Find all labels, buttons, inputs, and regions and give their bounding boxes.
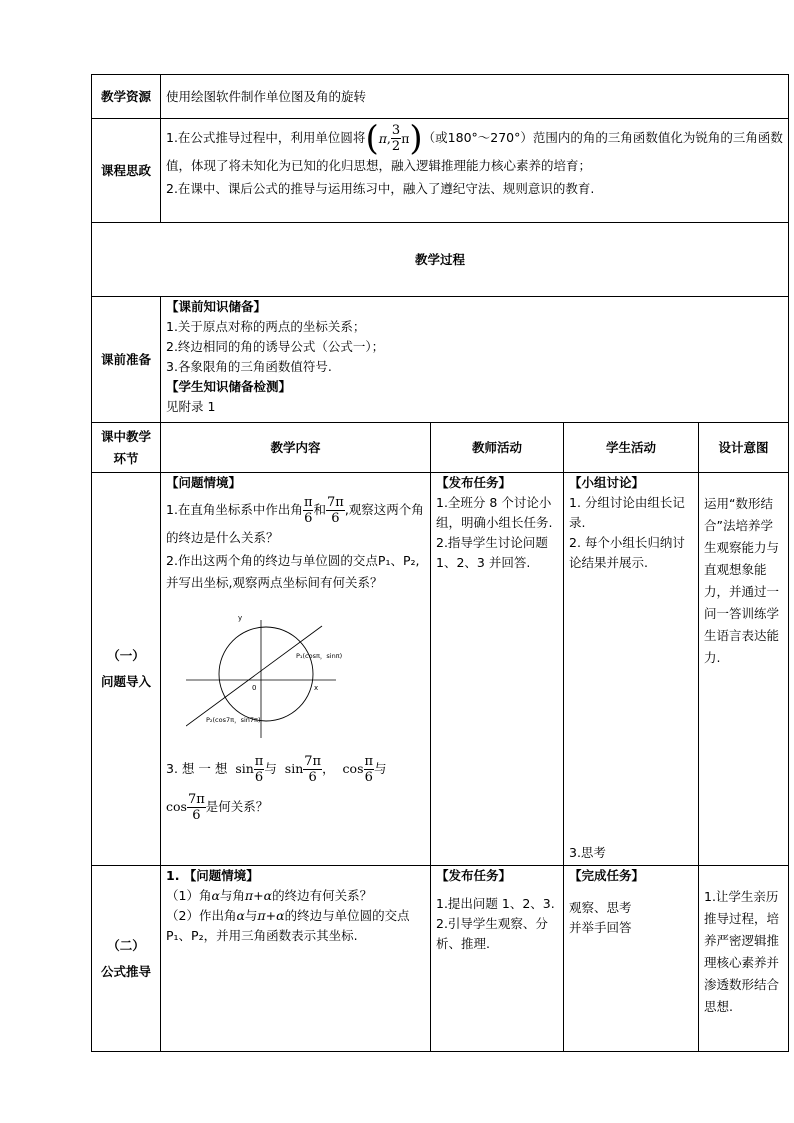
- fraction-three-halves: $\frac{3}{2}$: [391, 123, 401, 154]
- stage2-q2: （2）作出角α与π+α的终边与单位圆的交点 P₁、P₂，并用三角函数表示其坐标.: [166, 908, 410, 943]
- paren-right: ): [409, 118, 423, 159]
- p2-label: P₂(cos7π，sin7π): [206, 716, 261, 724]
- col-content: 教学内容: [161, 423, 431, 473]
- stage1-content-heading: 【问题情境】: [166, 475, 242, 490]
- x-label: x: [314, 684, 319, 692]
- resources-label: 教学资源: [92, 75, 161, 119]
- stage1-row: [92, 473, 789, 866]
- origin-label: 0: [252, 684, 257, 692]
- preclass-appendix: 见附录 1: [166, 399, 216, 414]
- col-design: 设计意图: [699, 423, 789, 473]
- stage2-teacher-heading: 【发布任务】: [436, 868, 512, 883]
- stage1-student-1: 1. 分组讨论由组长记录.: [569, 495, 685, 530]
- stage1-student-3: 3.思考: [569, 845, 606, 860]
- preclass-item-3: 3.各象限角的三角函数值符号.: [166, 359, 332, 374]
- process-title-row: [92, 223, 789, 297]
- stage1-label: （一） 问题导入: [92, 473, 161, 866]
- preclass-item-1: 1.关于原点对称的两点的坐标关系；: [166, 319, 366, 334]
- ideology-p2: 2.在课中、课后公式的推导与运用练习中，融入了遵纪守法、规则意识的教育.: [166, 181, 595, 196]
- process-title: 教学过程: [92, 223, 789, 297]
- stage1-student-2: 2. 每个小组长归纳讨论结果并展示.: [569, 535, 685, 570]
- stage2-teacher: [431, 866, 564, 1052]
- stage2-student-heading: 【完成任务】: [569, 868, 645, 883]
- fraction-pi-6: $\frac{\pi}{6}$: [303, 495, 313, 526]
- stage1-teacher-1: 1.全班分 8 个讨论小组，明确小组长任务.: [436, 495, 553, 530]
- col-teacher: 教师活动: [431, 423, 564, 473]
- stage1-teacher: [431, 473, 564, 866]
- y-label: y: [238, 614, 243, 622]
- column-header-row: [92, 423, 789, 473]
- stage1-teacher-2: 2.指导学生讨论问题 1、2、3 并回答.: [436, 535, 548, 570]
- preclass-check-heading: 【学生知识储备检测】: [166, 379, 292, 394]
- stage2-content: [161, 866, 431, 1052]
- stage2-q1: （1）角α与角π+α的终边有何关系？: [166, 888, 373, 903]
- stage2-teacher-1: 1.提出问题 1、2、3.: [436, 896, 555, 911]
- ideology-row: [92, 119, 789, 223]
- col-student: 学生活动: [564, 423, 699, 473]
- unit-circle: [219, 627, 313, 721]
- ideology-text: [161, 119, 789, 223]
- stage2-student-2: 并举手回答: [569, 920, 632, 935]
- stage2-student-1: 观察、思考: [569, 900, 632, 915]
- stage2-content-heading: 1. 【问题情境】: [166, 868, 259, 883]
- stage2-label: （二） 公式推导: [92, 866, 161, 1052]
- paren-left: (: [365, 118, 379, 159]
- stage2-student: [564, 866, 699, 1052]
- stage1-q2: 2.作出这两个角的终边与单位圆的交点P₁、P₂,并写出坐标,观察两点坐标间有何关系？: [166, 553, 420, 590]
- stage1-q3: 3. 想 一 想 sin $\frac{\pi}{6}$ 与 sin $\frac{7\pi}{6}$ ， cos $\frac{\pi}{6}$ 与 cos $\frac{7\pi}{6}$ 是何关系？: [166, 754, 387, 823]
- stage2-row: [92, 866, 789, 1052]
- ideology-p1: 1.在公式推导过程中，利用单位圆将(π, $\frac{3}{2}$ π)（或180°～270°）范围内的角的三角函数值化为锐角的三角函数值，体现了将未知化为已知的化归思想，融入逻辑推理能力核心素养的培育；: [166, 118, 783, 173]
- stage2-teacher-2: 2.引导学生观察、分析、推理.: [436, 916, 548, 951]
- preclass-heading: 【课前知识储备】: [166, 299, 267, 314]
- preclass-label: 课前准备: [92, 297, 161, 423]
- stage1-student-heading: 【小组讨论】: [569, 475, 645, 490]
- stage2-design: 1.让学生亲历推导过程，培养严密逻辑推理核心素养并渗透数形结合思想.: [699, 866, 789, 1052]
- resources-row: [92, 75, 789, 119]
- fraction-7pi-6: $\frac{7\pi}{6}$: [327, 495, 344, 526]
- unit-circle-figure: [186, 602, 386, 742]
- stage1-student: [564, 473, 699, 866]
- col-stage: 课中教学环节: [92, 423, 161, 473]
- stage1-q1: 1.在直角坐标系中作出角 $\frac{\pi}{6}$ 和 $\frac{7\pi}{6}$ ,观察这两个角的终边是什么关系？: [166, 495, 424, 545]
- preclass-row: [92, 297, 789, 423]
- resources-text: 使用绘图软件制作单位图及角的旋转: [161, 75, 789, 119]
- lesson-plan-table: [91, 74, 789, 1052]
- p1-label: P₁(cosπ，sinπ): [296, 652, 343, 660]
- stage1-content: [161, 473, 431, 866]
- stage1-teacher-heading: 【发布任务】: [436, 475, 512, 490]
- preclass-content: [161, 297, 789, 423]
- ideology-label: 课程思政: [92, 119, 161, 223]
- terminal-line: [186, 626, 322, 726]
- stage1-design: 运用“数形结合”法培养学生观察能力与直观想象能力，并通过一问一答训练学生语言表达能力.: [699, 473, 789, 866]
- preclass-item-2: 2.终边相同的角的诱导公式（公式一）；: [166, 339, 385, 354]
